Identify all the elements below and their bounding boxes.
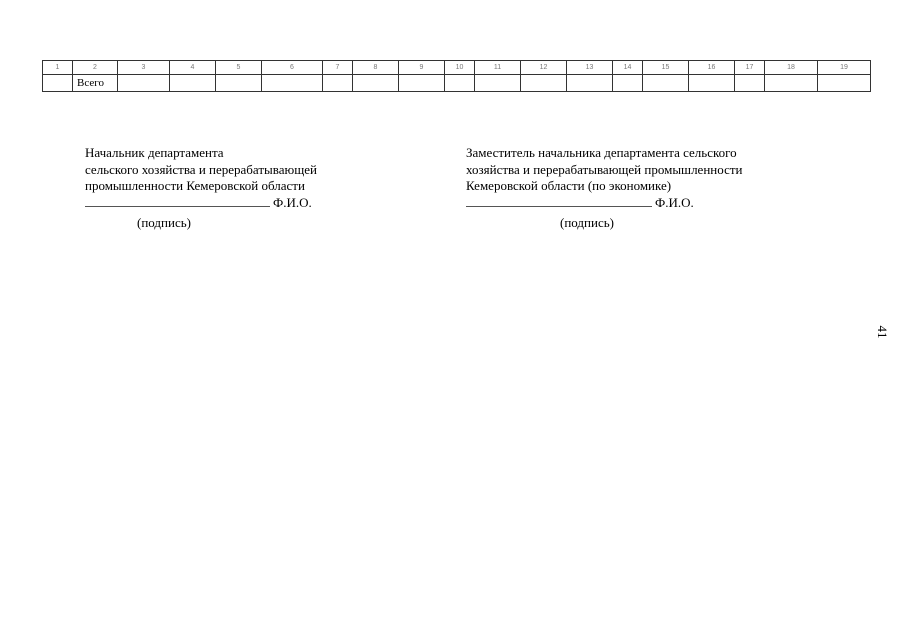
- column-number: 2: [73, 61, 118, 75]
- column-number: 17: [735, 61, 765, 75]
- column-number: 4: [170, 61, 216, 75]
- table-cell: [216, 75, 262, 92]
- column-number: 10: [445, 61, 475, 75]
- table-header-row: [43, 61, 871, 75]
- column-number: 16: [689, 61, 735, 75]
- signature-title-line: Заместитель начальника департамента сельского: [466, 145, 737, 160]
- table-cell: [689, 75, 735, 92]
- table-total-row: [43, 75, 871, 92]
- table-cell: [521, 75, 567, 92]
- table-cell: [765, 75, 818, 92]
- column-number: 9: [399, 61, 445, 75]
- column-number: 7: [323, 61, 353, 75]
- name-placeholder: Ф.И.О.: [655, 194, 694, 210]
- table-cell: [475, 75, 521, 92]
- table-cell: [445, 75, 475, 92]
- signature-block-deputy: [466, 145, 742, 211]
- signature-title-line: Начальник департамента: [85, 145, 224, 160]
- table-cell: [613, 75, 643, 92]
- name-placeholder: Ф.И.О.: [273, 194, 312, 210]
- table-cell: [170, 75, 216, 92]
- column-number: 3: [118, 61, 170, 75]
- column-number: 8: [353, 61, 399, 75]
- column-number: 1: [43, 61, 73, 75]
- column-number: 15: [643, 61, 689, 75]
- signature-title-line: промышленности Кемеровской области: [85, 178, 305, 193]
- signature-underline: [85, 196, 270, 207]
- column-number: 13: [567, 61, 613, 75]
- table-cell: [262, 75, 323, 92]
- column-number: 5: [216, 61, 262, 75]
- table-cell: [323, 75, 353, 92]
- column-number: 19: [818, 61, 871, 75]
- table-cell: [353, 75, 399, 92]
- table-cell: [735, 75, 765, 92]
- signature-title-line: Кемеровской области (по экономике): [466, 178, 672, 193]
- column-number: 11: [475, 61, 521, 75]
- signature-title-line: сельского хозяйства и перерабатывающей: [85, 161, 317, 177]
- column-number: 12: [521, 61, 567, 75]
- column-number: 18: [765, 61, 818, 75]
- table-cell: [643, 75, 689, 92]
- table-cell: [818, 75, 871, 92]
- signature-underline: [466, 196, 652, 207]
- total-label: Всего: [73, 75, 118, 92]
- column-number: 14: [613, 61, 643, 75]
- signature-line: [466, 195, 742, 212]
- data-table: [42, 60, 871, 92]
- signature-block-head: [85, 145, 317, 211]
- table-cell: [118, 75, 170, 92]
- table-cell: [567, 75, 613, 92]
- signature-caption: (подпись): [560, 215, 614, 230]
- column-number: 6: [262, 61, 323, 75]
- table-cell: [43, 75, 73, 92]
- page-number: 41: [875, 325, 890, 339]
- signature-title-line: хозяйства и перерабатывающей промышленности: [466, 161, 743, 177]
- table-cell: [399, 75, 445, 92]
- signature-caption: (подпись): [137, 215, 191, 230]
- signature-line: [85, 195, 317, 212]
